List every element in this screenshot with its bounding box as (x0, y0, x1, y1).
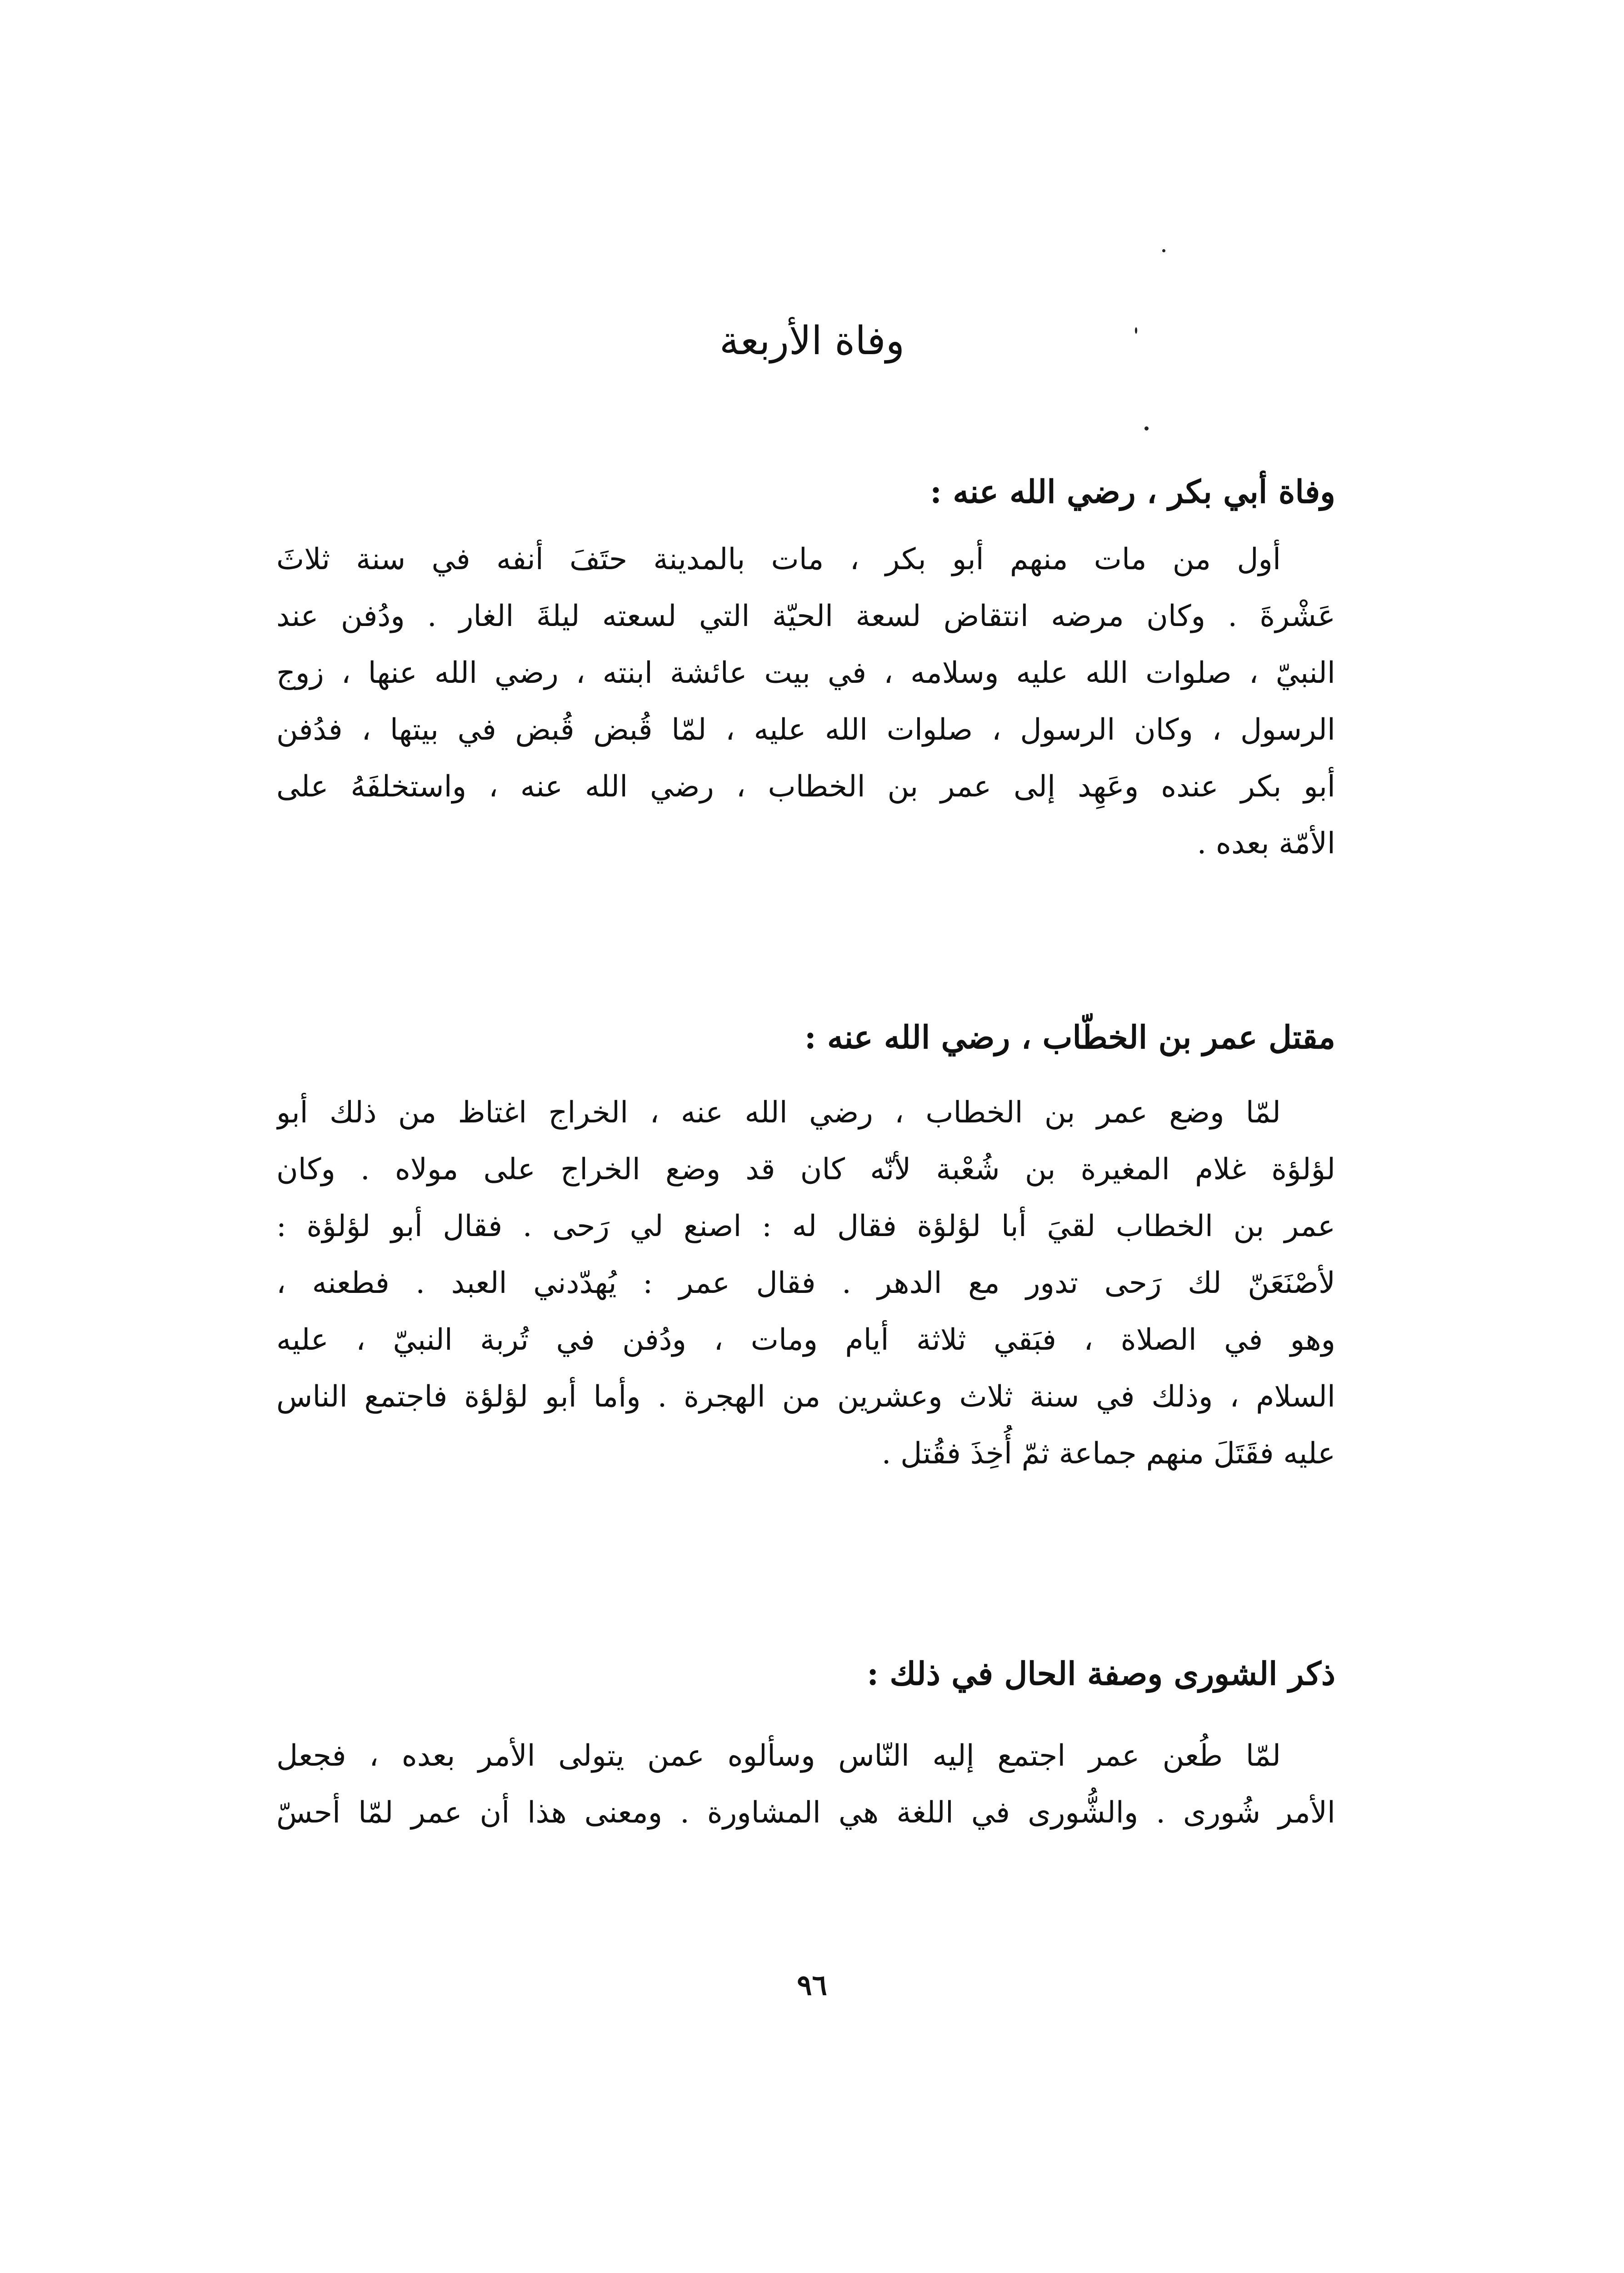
section-paragraph-shura (276, 1727, 1335, 1841)
section-paragraph-umar (276, 1084, 1335, 1482)
paragraph-line: أول من مات منهم أبو بكر ، مات بالمدينة حتَفَ أنفه في سنة ثلاثَ (276, 542, 1281, 576)
section-heading-abu-bakr: وفاة أبي بكر ، رضي الله عنه : (930, 473, 1335, 511)
paragraph-line: وهو في الصلاة ، فبَقي ثلاثة أيام ومات ، ودُفن في تُربة النبيّ ، عليه (276, 1323, 1335, 1357)
paragraph-line: لأصْنَعَنّ لك رَحى تدور مع الدهر . فقال عمر : يُهدّدني العبد . فطعنه ، (276, 1266, 1335, 1300)
paragraph-line: أبو بكر عنده وعَهِد إلى عمر بن الخطاب ، رضي الله عنه ، واستخلفَهُ على (276, 770, 1335, 804)
scan-speck (1144, 426, 1149, 431)
paragraph-line: السلام ، وذلك في سنة ثلاث وعشرين من الهجرة . وأما أبو لؤلؤة فاجتمع الناس (276, 1380, 1335, 1414)
paragraph-line: الأمّة بعده . (1197, 826, 1335, 861)
paragraph-line: لمّا طُعن عمر اجتمع إليه النّاس وسألوه عمن يتولى الأمر بعده ، فجعل (276, 1739, 1281, 1773)
paragraph-line: عليه فقَتَلَ منهم جماعة ثمّ أُخِذَ فقُتل . (881, 1437, 1335, 1471)
page-title: وفاة الأربعة (719, 318, 905, 364)
page-number: ٩٦ (797, 1968, 827, 2002)
paragraph-line: النبيّ ، صلوات الله عليه وسلامه ، في بيت عائشة ابنته ، رضي الله عنها ، زوج (276, 656, 1335, 690)
paragraph-line: لمّا وضع عمر بن الخطاب ، رضي الله عنه ، الخراج اغتاظ من ذلك أبو (276, 1096, 1281, 1130)
paragraph-line: الرسول ، وكان الرسول ، صلوات الله عليه ، لمّا قُبض قُبض في بيتها ، فدُفن (276, 713, 1335, 747)
paragraph-line: لؤلؤة غلام المغيرة بن شُعْبة لأنّه كان قد وضع الخراج على مولاه . وكان (276, 1152, 1335, 1187)
paragraph-line: الأمر شُورى . والشُّورى في اللغة هي المشاورة . ومعنى هذا أن عمر لمّا أحسّ (276, 1796, 1335, 1830)
scan-speck (1162, 249, 1165, 252)
section-paragraph-abu-bakr (276, 531, 1335, 872)
paragraph-line: عَشْرةَ . وكان مرضه انتقاض لسعة الحيّة التي لسعته ليلةَ الغار . ودُفن عند (276, 599, 1335, 633)
section-heading-umar: مقتل عمر بن الخطّاب ، رضي الله عنه : (804, 1018, 1335, 1056)
section-heading-shura: ذكر الشورى وصفة الحال في ذلك : (867, 1655, 1335, 1692)
paragraph-line: عمر بن الخطاب لقيَ أبا لؤلؤة فقال له : اصنع لي رَحى . فقال أبو لؤلؤة : (276, 1209, 1335, 1243)
